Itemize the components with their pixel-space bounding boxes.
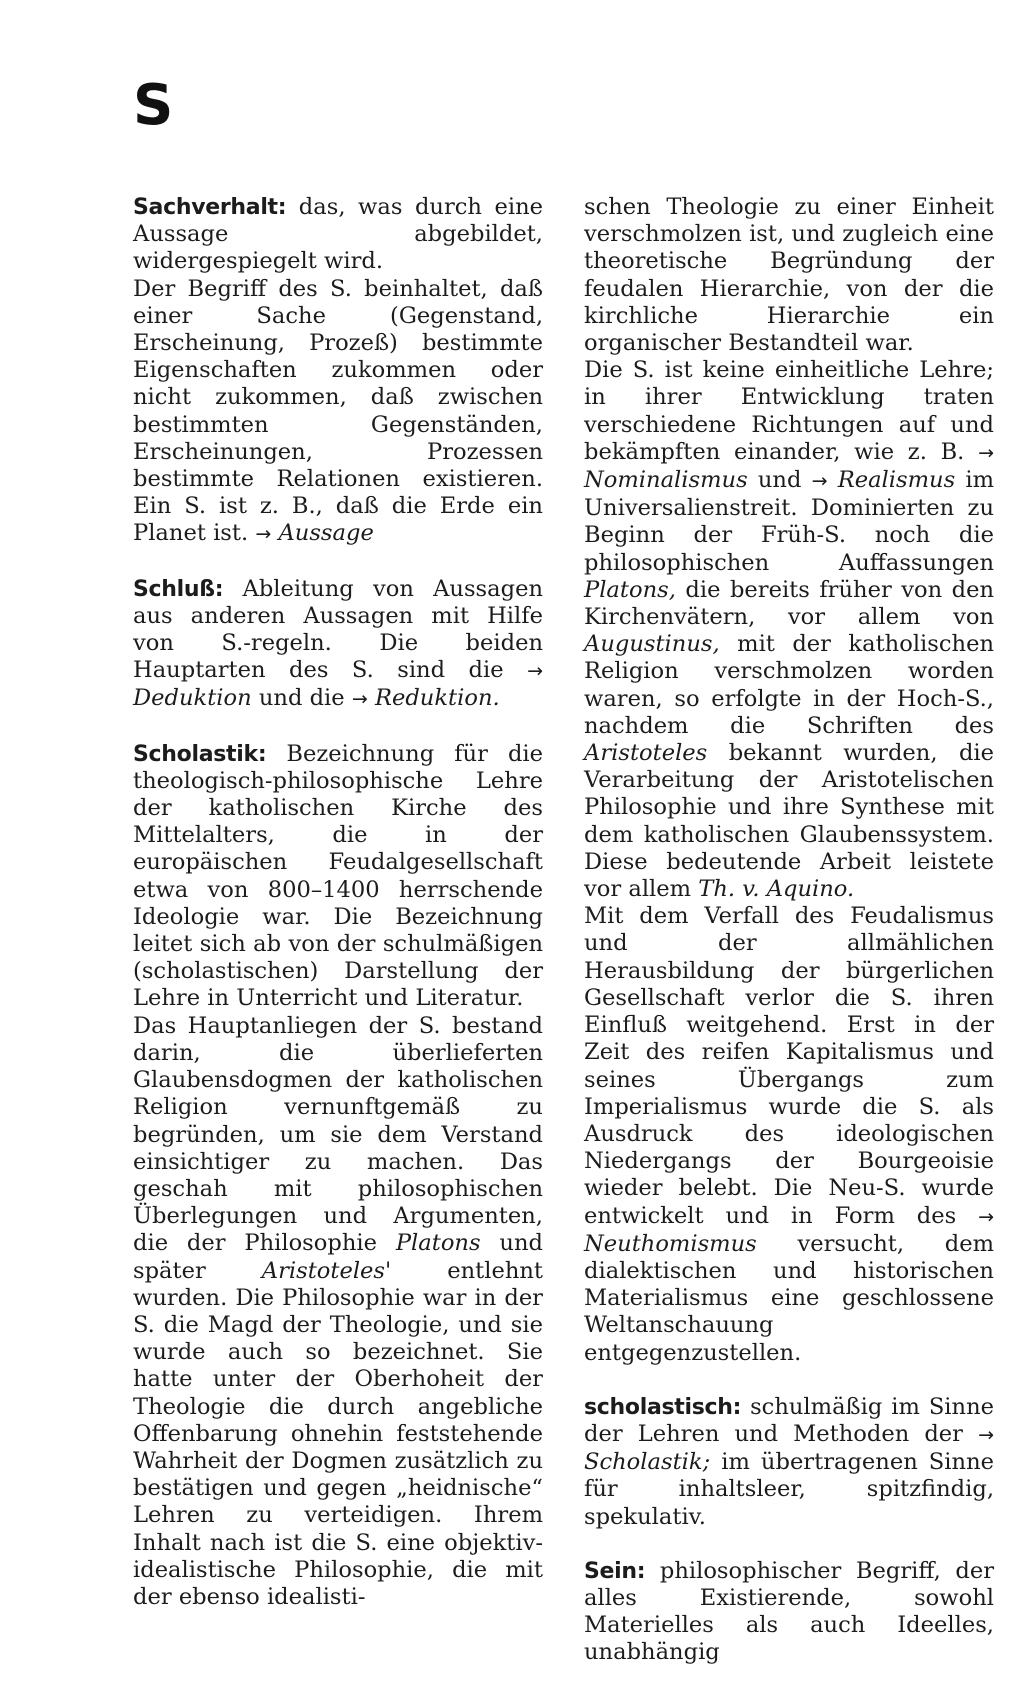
arrow-icon: → — [811, 470, 828, 493]
cross-reference: Neuthomismus — [584, 1230, 757, 1257]
headword-scholastik: Scholastik: — [133, 741, 267, 767]
paragraph-text: Mit dem Verfall des Feudalismus und der allmählichen Herausbildung der bürgerlichen Gesellschaft verlor die S. ihren Einfluß weitgehend. Erst in der Zeit des reifen Kapitalismus und seines Übergangs zum Imperialismus wurde die S. als Ausdruck des ideologischen Niedergangs der Bourgeoisie wieder belebt. Die Neu-S. wurde entwickelt und in Form des — [584, 903, 994, 1229]
paragraph-text: Das Hauptanliegen der S. bestand darin, die überlieferten Glaubensdogmen der katholischen Religion vernunftgemäß zu begründen, um sie dem Verstand einsichtiger zu machen. Das geschah mit philosophischen Überlegungen und Argumenten, die der Philosophie — [133, 1012, 543, 1257]
definition-text: Ableitung von Aussagen aus anderen Aussagen mit Hilfe von S.-regeln. Die beiden Hauptarten des S. sind die — [133, 575, 543, 684]
definition-text: und die — [258, 685, 345, 712]
paragraph — [584, 903, 994, 1366]
paragraph-text: versucht, dem dialektischen und historischen Materialismus eine geschlossene Weltanschauung entgegenzustellen. — [584, 1230, 994, 1366]
arrow-icon: → — [351, 688, 368, 711]
paragraph-text: im Universalienstreit. Dominierten zu Beginn der Früh-S. noch die philosophischen Auffassungen — [584, 467, 994, 576]
headword-scholastisch: scholastisch: — [584, 1394, 742, 1420]
entry-sein — [584, 1558, 994, 1667]
paragraph-text: und — [757, 467, 802, 494]
entry-scholastisch — [584, 1394, 994, 1531]
paragraph-text: Der Begriff des S. beinhaltet, daß einer Sache (Gegenstand, Erscheinung, Prozeß) bestimmte Eigenschaften zukommen oder nicht zukommen, daß zwischen bestimmten Gegenständen, Erscheinungen, Prozessen bestimmte Relationen existieren. Ein S. ist z. B., daß die Erde ein Planet ist. — [133, 275, 543, 547]
cross-reference: Scholastik; — [584, 1449, 711, 1476]
left-column — [133, 194, 543, 1611]
headword-sachverhalt: Sachverhalt: — [133, 195, 287, 220]
paragraph-text: und später — [133, 1230, 543, 1284]
arrow-icon: → — [978, 441, 994, 464]
arrow-icon: → — [255, 523, 272, 546]
paragraph — [133, 1013, 543, 1611]
arrow-icon: → — [978, 1205, 994, 1228]
person-reference: Th. v. Aquino. — [698, 876, 855, 903]
cross-reference: Nominalismus — [584, 467, 748, 494]
paragraph — [584, 357, 994, 903]
paragraph-text: Die S. ist keine einheitliche Lehre; in ihrer Entwicklung traten verschiedene Richtungen auf und bekämpften einander, wie z. B. — [584, 357, 994, 465]
paragraph-text: entlehnt wurden. Die Philosophie war in der S. die Magd der Theologie, und sie wurde auch so bezeichnet. Sie hatte unter der Oberhoheit der Theologie die durch angebliche Offenbarung ohnehin feststehende Wahrheit der Dogmen zusätzlich zu bestätigen und gegen „heidnische“ Lehren zu verteidigen. Ihrem Inhalt nach ist die S. eine objektiv-idealistische Philosophie, die mit der ebenso idealisti- — [133, 1257, 544, 1610]
person-reference: Platons — [395, 1230, 481, 1257]
definition-text: Bezeichnung für die theologisch-philosophische Lehre der katholischen Kirche des Mittelalters, die in der europäischen Feudalgesellschaft etwa von 800–1400 herrschende Ideologie war. Die Bezeichnung leitet sich ab von der schulmäßigen (scholastischen) Darstellung der Lehre in Unterricht und Literatur. — [133, 740, 543, 1012]
definition-text: das, was durch eine Aussage abgebildet, widergespiegelt wird. — [133, 194, 543, 275]
person-reference: Aristoteles — [584, 740, 708, 767]
paragraph-text: die bereits früher von den Kirchenvätern, vor allem von — [584, 576, 995, 631]
cross-reference: Realismus — [837, 467, 956, 494]
person-reference: Platons, — [584, 576, 676, 603]
cross-reference: Deduktion — [133, 685, 252, 712]
entry-sachverhalt — [133, 194, 543, 276]
entry-schluss — [133, 576, 543, 714]
person-reference: Augustinus, — [584, 631, 720, 658]
arrow-icon: → — [527, 660, 544, 683]
cross-reference: Aussage — [278, 520, 374, 547]
paragraph — [133, 276, 543, 549]
definition-text: schulmäßig im Sinne der Lehren und Methoden der — [584, 1393, 994, 1447]
right-column — [584, 194, 994, 1667]
entry-scholastik — [133, 741, 543, 1013]
definition-text: im übertragenen Sinne für inhaltsleer, spitzfindig, spekulativ. — [584, 1449, 994, 1530]
headword-schluss: Schluß: — [133, 576, 224, 602]
paragraph-text: bekannt wurden, die Verarbeitung der Aristotelischen Philosophie und ihre Synthese mit dem katholischen Glaubenssystem. Diese bedeutende Arbeit leistete vor allem — [584, 740, 995, 903]
paragraph — [584, 194, 994, 357]
paragraph-text: mit der katholischen Religion verschmolzen worden waren, so erfolgte in der Hoch-S., nachdem die Schriften des — [584, 631, 994, 739]
person-reference: Aristoteles' — [261, 1257, 392, 1284]
headword-sein: Sein: — [584, 1558, 646, 1584]
arrow-icon: → — [978, 1423, 994, 1446]
definition-text: philosophischer Begriff, der alles Existierende, sowohl Materielles als auch Ideelles, unabhängig — [584, 1557, 994, 1666]
section-letter: S — [133, 73, 174, 138]
paragraph-text: schen Theologie zu einer Einheit verschmolzen ist, und zugleich eine theoretische Begründung der feudalen Hierarchie, von der die kirchliche Hierarchie ein organischer Bestandteil war. — [584, 194, 994, 357]
cross-reference: Reduktion. — [374, 685, 500, 712]
